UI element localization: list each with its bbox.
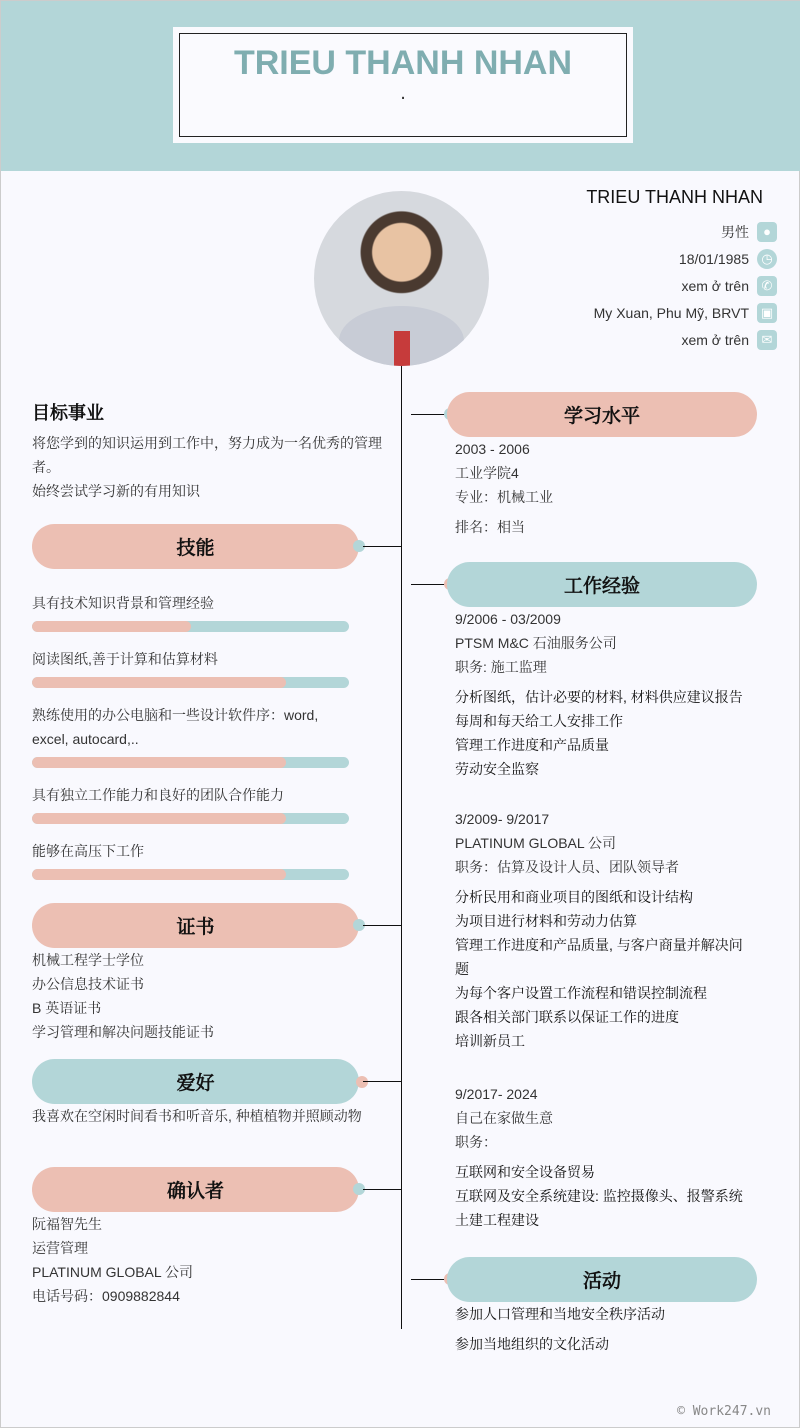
phone: xem ở trên <box>681 277 749 294</box>
activity-item: 参加当地组织的文化活动 <box>455 1336 609 1352</box>
experience-job <box>455 607 755 781</box>
reference-item: PLATINUM GLOBAL 公司 <box>32 1264 194 1280</box>
activities-heading: 活动 <box>447 1257 757 1302</box>
job-duty: 互联网及安全系统建设: 监控摄像头、报警系统 <box>455 1188 743 1204</box>
objective-title: 目标事业 <box>32 403 104 423</box>
skill-label: 阅读图纸,善于计算和估算材料 <box>32 651 218 667</box>
certificate-item: 学习管理和解决问题技能证书 <box>32 1024 214 1040</box>
address-book-icon: ▣ <box>757 303 777 323</box>
email: xem ở trên <box>681 331 749 348</box>
reference-item: 运营管理 <box>32 1240 88 1256</box>
job-role: 职务: 施工监理 <box>455 659 547 675</box>
header-band <box>1 1 800 171</box>
skill-label: 具有技术知识背景和管理经验 <box>32 595 214 611</box>
skill-label: 具有独立工作能力和良好的团队合作能力 <box>32 787 284 803</box>
connector-line <box>363 546 401 547</box>
job-duty: 劳动安全监察 <box>455 761 539 777</box>
objective-line: 始终尝试学习新的有用知识 <box>32 483 200 499</box>
objective-line: 将您学到的知识运用到工作中，努力成为一名优秀的管理者。 <box>32 435 382 475</box>
experience-job <box>455 1082 755 1232</box>
gender: 男性 <box>721 223 749 240</box>
envelope-icon: ✉ <box>757 330 777 350</box>
hobbies-heading: 爱好 <box>32 1059 359 1104</box>
skill-label: 熟练使用的办公电脑和一些设计软件序：word, excel, autocard,.. <box>32 707 319 747</box>
reference-item: 阮福智先生 <box>32 1216 102 1232</box>
skill-label: 能够在高压下工作 <box>32 843 144 859</box>
job-period: 3/2009- 9/2017 <box>455 811 550 827</box>
job-period: 9/2006 - 03/2009 <box>455 611 561 627</box>
job-company: PLATINUM GLOBAL 公司 <box>455 835 617 851</box>
job-duty: 为项目进行材料和劳动力估算 <box>455 913 637 929</box>
reference-item: 电话号码：0909882844 <box>32 1288 180 1304</box>
job-duty: 跟各相关部门联系以保证工作的进度 <box>455 1009 679 1025</box>
phone-icon: ✆ <box>757 276 777 296</box>
job-duty: 每周和每天给工人安排工作 <box>455 713 623 729</box>
birthdate: 18/01/1985 <box>678 250 749 267</box>
hobbies-text: 我喜欢在空闲时间看书和听音乐, 种植植物并照顾动物 <box>32 1108 362 1124</box>
profile-info <box>586 187 777 353</box>
address: My Xuan, Phu Mỹ, BRVT <box>593 304 749 321</box>
timeline-line <box>401 366 402 1329</box>
footer-watermark: © Work247.vn <box>677 1404 771 1419</box>
skill-bar <box>32 813 349 824</box>
certificate-item: 办公信息技术证书 <box>32 976 144 992</box>
connector-line <box>363 925 401 926</box>
experience-heading: 工作经验 <box>447 562 757 607</box>
activities-list <box>455 1302 665 1356</box>
objective-section <box>32 401 404 503</box>
connector-line <box>363 1081 401 1082</box>
experience-job <box>455 807 755 1053</box>
education-rank: 排名：相当 <box>455 519 525 535</box>
skill-item <box>32 591 349 632</box>
clock-icon: ◷ <box>757 249 777 269</box>
job-company: 自己在家做生意 <box>455 1110 553 1126</box>
education-heading: 学习水平 <box>447 392 757 437</box>
header-subtitle: . <box>400 82 406 104</box>
education-school: 工业学院4 <box>455 465 519 481</box>
job-company: PTSM M&C 石油服务公司 <box>455 635 617 651</box>
skill-bar <box>32 757 349 768</box>
connector-line <box>411 414 447 415</box>
connector-knob <box>356 1076 368 1088</box>
job-duty: 为每个客户设置工作流程和错误控制流程 <box>455 985 707 1001</box>
job-duty: 互联网和安全设备贸易 <box>455 1164 595 1180</box>
skill-item <box>32 783 349 824</box>
job-role: 职务：估算及设计人员、团队领导者 <box>455 859 679 875</box>
skill-item <box>32 839 349 880</box>
connector-line <box>363 1189 401 1190</box>
job-duty: 培训新员工 <box>455 1033 525 1049</box>
references-heading: 确认者 <box>32 1167 359 1212</box>
connector-line <box>411 1279 447 1280</box>
user-icon: ● <box>757 222 777 242</box>
profile-photo <box>314 191 489 366</box>
references-list <box>32 1212 193 1308</box>
job-duty: 分析民用和商业项目的图纸和设计结构 <box>455 889 693 905</box>
job-duty: 土建工程建设 <box>455 1212 539 1228</box>
certificate-item: B 英语证书 <box>32 1000 102 1016</box>
job-period: 9/2017- 2024 <box>455 1086 538 1102</box>
skill-bar <box>32 677 349 688</box>
activity-item: 参加人口管理和当地安全秩序活动 <box>455 1306 665 1322</box>
certificates-list <box>32 948 214 1044</box>
skill-item <box>32 647 349 688</box>
job-role: 职务： <box>455 1134 497 1150</box>
certificate-item: 机械工程学士学位 <box>32 952 144 968</box>
education-major: 专业：机械工业 <box>455 489 553 505</box>
header-name: TRIEU THANH NHAN <box>233 44 573 82</box>
skill-bar <box>32 621 349 632</box>
profile-name: TRIEU THANH NHAN <box>586 187 763 207</box>
name-box <box>173 27 633 143</box>
job-duty: 分析图纸，估计必要的材料, 材料供应建议报告 <box>455 689 743 705</box>
skill-bar <box>32 869 349 880</box>
job-duty: 管理工作进度和产品质量 <box>455 737 609 753</box>
skill-item <box>32 703 349 768</box>
job-duty: 管理工作进度和产品质量, 与客户商量并解决问题 <box>455 937 743 977</box>
certificates-heading: 证书 <box>32 903 359 948</box>
skills-heading: 技能 <box>32 524 359 569</box>
education-period: 2003 - 2006 <box>455 441 530 457</box>
connector-line <box>411 584 447 585</box>
education-section <box>455 437 553 539</box>
